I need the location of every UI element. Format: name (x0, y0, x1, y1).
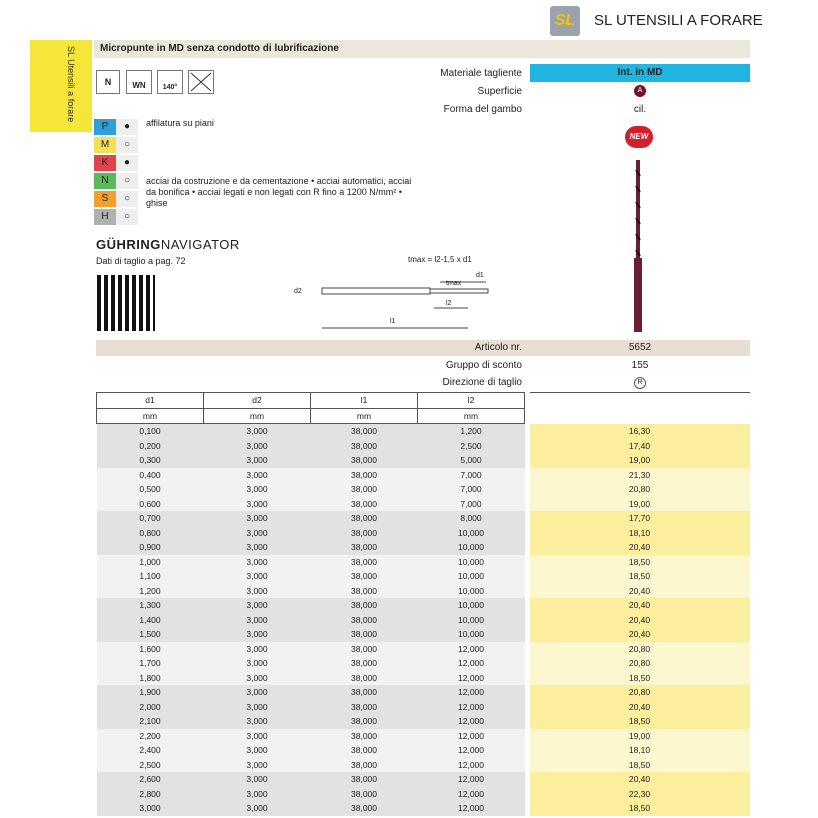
d1-label: d1 (476, 272, 484, 279)
cell-price: 20,80 (530, 482, 750, 497)
unit-l2: mm (418, 408, 525, 424)
material-n-mark: ○ (116, 173, 138, 189)
cell-d2: 3,000 (204, 526, 311, 541)
cell-d1: 1,500 (97, 627, 204, 642)
table-row (97, 569, 750, 584)
material-h: H (94, 209, 116, 225)
cell-d1: 3,000 (97, 801, 204, 816)
cell-l1: 38,000 (311, 714, 418, 729)
cell-l2: 12,000 (418, 801, 525, 816)
table-row (97, 772, 750, 787)
cell-d1: 1,400 (97, 613, 204, 628)
cell-d2: 3,000 (204, 758, 311, 773)
cell-l2: 12,000 (418, 671, 525, 686)
cell-l2: 10,000 (418, 569, 525, 584)
cell-l2: 10,000 (418, 540, 525, 555)
material-h-mark: ○ (116, 209, 138, 225)
cell-d2: 3,000 (204, 468, 311, 483)
cell-l2: 12,000 (418, 656, 525, 671)
dimensions-table (96, 392, 750, 816)
guehring-navigator-logo: GÜHRINGNAVIGATOR (96, 237, 240, 252)
cell-l2: 7,000 (418, 468, 525, 483)
cell-d1: 0,500 (97, 482, 204, 497)
cell-l2: 5,000 (418, 453, 525, 468)
sl-logo: SL (550, 6, 580, 36)
prop-label-material: Materiale tagliente (440, 68, 522, 79)
table-row (97, 584, 750, 599)
material-k: K (94, 155, 116, 171)
cell-price: 20,80 (530, 685, 750, 700)
cell-price: 16,30 (530, 424, 750, 439)
table-row (97, 482, 750, 497)
unit-d2: mm (204, 408, 311, 424)
col-header-d2: d2 (204, 393, 311, 409)
side-tab (30, 40, 92, 132)
cell-price: 20,40 (530, 700, 750, 715)
no-coolant-icon (188, 70, 214, 94)
cell-l1: 38,000 (311, 729, 418, 744)
tmax-formula: tmax = l2-1,5 x d1 (408, 255, 472, 264)
discount-group-label: Gruppo di sconto (445, 360, 522, 371)
cell-l1: 38,000 (311, 453, 418, 468)
table-row (97, 801, 750, 816)
cell-price: 20,40 (530, 584, 750, 599)
cell-price: 19,00 (530, 497, 750, 512)
cell-l1: 38,000 (311, 569, 418, 584)
cell-d2: 3,000 (204, 439, 311, 454)
cell-d1: 2,800 (97, 787, 204, 802)
cell-l2: 10,000 (418, 598, 525, 613)
symbol-n: N (96, 70, 120, 94)
cell-l1: 38,000 (311, 540, 418, 555)
cell-d1: 1,600 (97, 642, 204, 657)
cell-d2: 3,000 (204, 714, 311, 729)
cell-d2: 3,000 (204, 598, 311, 613)
symbol-wn: WN (126, 70, 152, 94)
cell-d1: 0,400 (97, 468, 204, 483)
table-row (97, 497, 750, 512)
cell-d1: 0,700 (97, 511, 204, 526)
cell-d2: 3,000 (204, 787, 311, 802)
cell-price: 20,40 (530, 613, 750, 628)
cell-l2: 12,000 (418, 642, 525, 657)
side-tab-label: SL Utensili a forare (66, 46, 76, 123)
cell-price: 18,10 (530, 743, 750, 758)
cell-d1: 0,800 (97, 526, 204, 541)
cell-price: 20,80 (530, 642, 750, 657)
cell-d1: 1,100 (97, 569, 204, 584)
cell-price: 18,10 (530, 526, 750, 541)
prop-value-material: Int. in MD (530, 64, 750, 82)
cell-price: 22,30 (530, 787, 750, 802)
cell-d2: 3,000 (204, 627, 311, 642)
cell-l2: 10,000 (418, 613, 525, 628)
material-s-mark: ○ (116, 191, 138, 207)
col-header-l2: l2 (418, 393, 525, 409)
prop-label-shank: Forma del gambo (443, 104, 522, 115)
cell-d1: 0,200 (97, 439, 204, 454)
col-header-l1: l1 (311, 393, 418, 409)
table-row (97, 424, 750, 439)
article-number: 5652 (628, 342, 652, 353)
cell-l2: 10,000 (418, 627, 525, 642)
table-row (97, 758, 750, 773)
cell-d1: 0,900 (97, 540, 204, 555)
table-row (97, 439, 750, 454)
table-row (97, 700, 750, 715)
discount-group-value: 155 (631, 360, 649, 371)
cell-price: 18,50 (530, 555, 750, 570)
material-n: N (94, 173, 116, 189)
cell-l2: 10,000 (418, 555, 525, 570)
cell-l1: 38,000 (311, 468, 418, 483)
prop-value-shank: cil. (633, 104, 647, 115)
cell-price: 19,00 (530, 729, 750, 744)
application-note: acciai da costruzione e da cementazione • acciai automatici, acciai da bonifica • acciai legati e non legati con R fino a 1200 N/mm² • ghise (146, 176, 412, 208)
cell-l2: 8,000 (418, 511, 525, 526)
cell-price: 20,40 (530, 598, 750, 613)
cell-l1: 38,000 (311, 671, 418, 686)
cell-l2: 2,500 (418, 439, 525, 454)
tmax-label: tmax (446, 280, 462, 287)
cell-l1: 38,000 (311, 613, 418, 628)
cell-price: 21,30 (530, 468, 750, 483)
cell-d1: 2,400 (97, 743, 204, 758)
cell-price: 20,80 (530, 656, 750, 671)
d2-label: d2 (294, 288, 302, 295)
cell-l1: 38,000 (311, 584, 418, 599)
cell-d1: 2,100 (97, 714, 204, 729)
cell-l2: 12,000 (418, 729, 525, 744)
col-header-d1: d1 (97, 393, 204, 409)
cell-l1: 38,000 (311, 743, 418, 758)
cell-l1: 38,000 (311, 424, 418, 439)
unit-d1: mm (97, 408, 204, 424)
drill-image (630, 160, 646, 332)
cell-l2: 10,000 (418, 526, 525, 541)
symbol-140: 140° (157, 70, 183, 94)
product-title: Micropunte in MD senza condotto di lubrificazione (94, 40, 750, 58)
material-m-mark: ○ (116, 137, 138, 153)
cell-d2: 3,000 (204, 482, 311, 497)
cell-l2: 1,200 (418, 424, 525, 439)
cell-l1: 38,000 (311, 685, 418, 700)
cell-l1: 38,000 (311, 642, 418, 657)
cell-d1: 1,000 (97, 555, 204, 570)
cell-d2: 3,000 (204, 584, 311, 599)
cell-l2: 12,000 (418, 700, 525, 715)
cell-price: 18,50 (530, 569, 750, 584)
cell-d1: 1,800 (97, 671, 204, 686)
table-row (97, 511, 750, 526)
cell-price: 17,70 (530, 511, 750, 526)
table-row (97, 729, 750, 744)
cell-l1: 38,000 (311, 758, 418, 773)
l1-label: l1 (390, 318, 396, 325)
cell-price: 20,40 (530, 627, 750, 642)
table-row (97, 656, 750, 671)
cell-l1: 38,000 (311, 482, 418, 497)
cell-d1: 1,900 (97, 685, 204, 700)
prop-label-surface: Superficie (477, 86, 522, 97)
cell-l2: 7,000 (418, 497, 525, 512)
cell-d2: 3,000 (204, 555, 311, 570)
material-m: M (94, 137, 116, 153)
cell-d1: 0,300 (97, 453, 204, 468)
material-p: P (94, 119, 116, 135)
l2-label: l2 (446, 300, 452, 307)
cell-d2: 3,000 (204, 801, 311, 816)
cell-d2: 3,000 (204, 743, 311, 758)
cell-d1: 1,200 (97, 584, 204, 599)
cell-price: 18,50 (530, 758, 750, 773)
cell-l2: 7,000 (418, 482, 525, 497)
cell-d2: 3,000 (204, 540, 311, 555)
cell-d2: 3,000 (204, 497, 311, 512)
cell-d2: 3,000 (204, 569, 311, 584)
cell-d1: 2,000 (97, 700, 204, 715)
cell-price: 19,00 (530, 453, 750, 468)
cell-l1: 38,000 (311, 801, 418, 816)
qr-code[interactable] (97, 275, 155, 331)
sharpening-note: affilatura su piani (146, 118, 214, 128)
table-row (97, 642, 750, 657)
cell-l2: 12,000 (418, 743, 525, 758)
cell-l2: 12,000 (418, 787, 525, 802)
article-label: Articolo nr. (474, 342, 522, 353)
cell-l1: 38,000 (311, 497, 418, 512)
cell-d1: 1,300 (97, 598, 204, 613)
material-s: S (94, 191, 116, 207)
table-row (97, 671, 750, 686)
table-row (97, 685, 750, 700)
cell-d1: 0,600 (97, 497, 204, 512)
cell-l1: 38,000 (311, 700, 418, 715)
cell-d2: 3,000 (204, 656, 311, 671)
material-k-mark: ● (116, 155, 138, 171)
table-row (97, 555, 750, 570)
brand-title: SL UTENSILI A FORARE (594, 12, 763, 29)
cell-d2: 3,000 (204, 642, 311, 657)
cutting-data-ref: Dati di taglio a pag. 72 (96, 256, 186, 266)
cell-d2: 3,000 (204, 511, 311, 526)
unit-l1: mm (311, 408, 418, 424)
table-row (97, 540, 750, 555)
table-row (97, 787, 750, 802)
cell-l1: 38,000 (311, 627, 418, 642)
cell-d2: 3,000 (204, 671, 311, 686)
table-row (97, 453, 750, 468)
cell-d2: 3,000 (204, 685, 311, 700)
cell-d1: 2,500 (97, 758, 204, 773)
cell-d1: 0,100 (97, 424, 204, 439)
cell-l1: 38,000 (311, 656, 418, 671)
material-p-mark: ● (116, 119, 138, 135)
cell-d1: 2,200 (97, 729, 204, 744)
cut-direction-icon: R (530, 376, 750, 389)
cell-d2: 3,000 (204, 613, 311, 628)
cell-l1: 38,000 (311, 598, 418, 613)
cell-l1: 38,000 (311, 439, 418, 454)
table-row (97, 743, 750, 758)
table-row (97, 627, 750, 642)
cell-l2: 12,000 (418, 758, 525, 773)
cell-d2: 3,000 (204, 453, 311, 468)
cell-d2: 3,000 (204, 424, 311, 439)
technical-drawing (290, 250, 510, 335)
material-grid (94, 119, 138, 227)
table-row (97, 468, 750, 483)
cell-price: 17,40 (530, 439, 750, 454)
table-row (97, 526, 750, 541)
cell-d1: 2,600 (97, 772, 204, 787)
cut-direction-label: Direzione di taglio (442, 377, 522, 388)
cell-price: 18,50 (530, 671, 750, 686)
surface-badge: A (530, 84, 750, 97)
cell-price: 20,40 (530, 772, 750, 787)
cell-l2: 10,000 (418, 584, 525, 599)
cell-price: 18,50 (530, 714, 750, 729)
cell-l1: 38,000 (311, 511, 418, 526)
cell-price: 18,50 (530, 801, 750, 816)
cell-price: 20,40 (530, 540, 750, 555)
cell-l2: 12,000 (418, 714, 525, 729)
cell-d2: 3,000 (204, 700, 311, 715)
table-row (97, 598, 750, 613)
cell-l2: 12,000 (418, 772, 525, 787)
table-row (97, 714, 750, 729)
cell-d1: 1,700 (97, 656, 204, 671)
new-badge: NEW (625, 126, 653, 148)
cell-l1: 38,000 (311, 772, 418, 787)
table-row (97, 613, 750, 628)
cell-l1: 38,000 (311, 526, 418, 541)
cell-d2: 3,000 (204, 729, 311, 744)
cell-d2: 3,000 (204, 772, 311, 787)
cell-l1: 38,000 (311, 555, 418, 570)
cell-l1: 38,000 (311, 787, 418, 802)
cell-l2: 12,000 (418, 685, 525, 700)
